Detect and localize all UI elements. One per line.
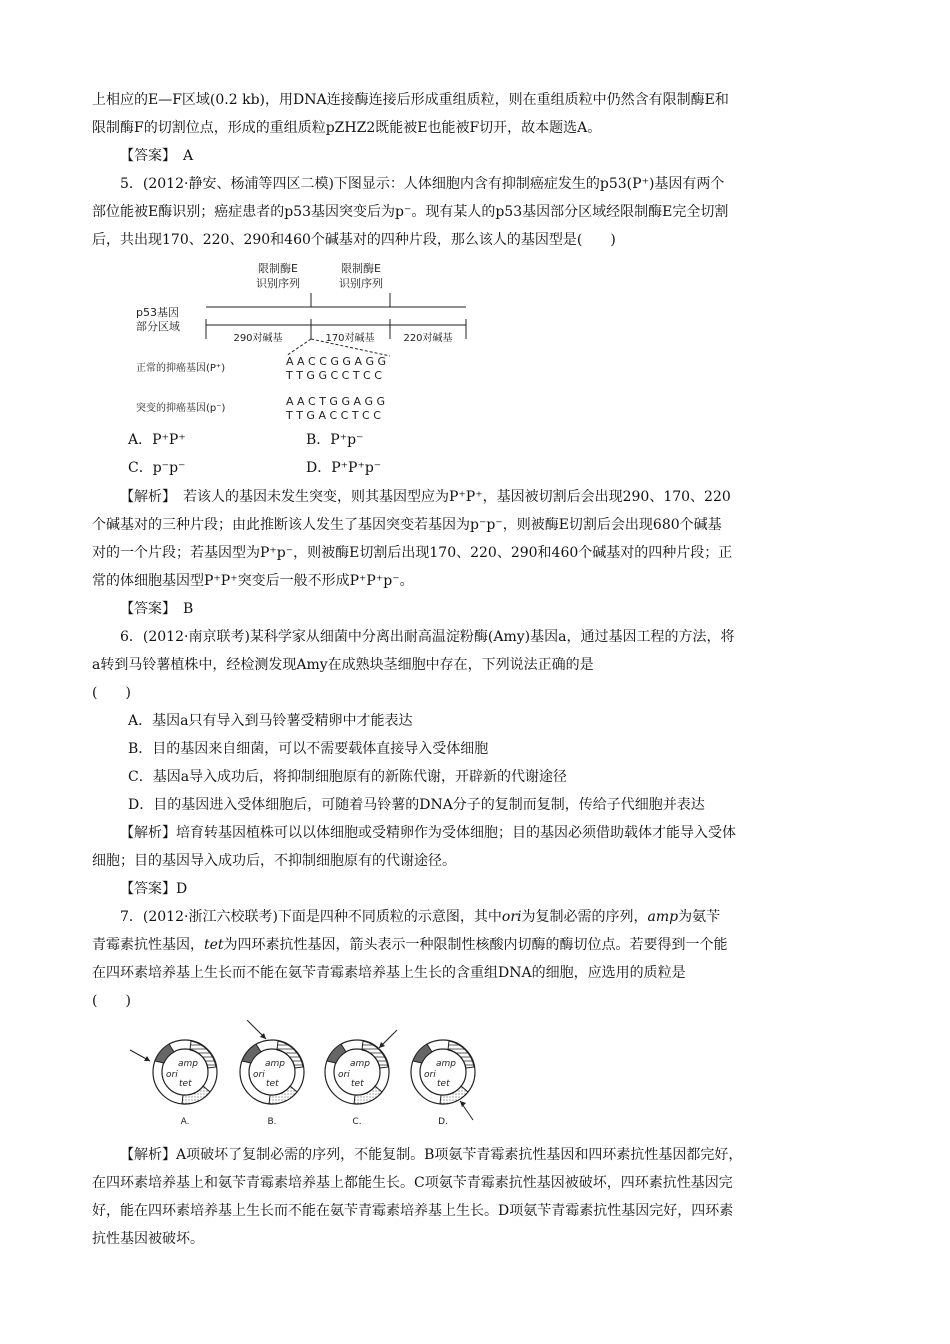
q7-text-part: 为四环素抗性基因，箭头表示一种限制性核酸内切酶的酶切位点。若要得到一个能 <box>223 937 728 953</box>
amp-label: amp <box>436 1059 456 1069</box>
enzyme-site-1-sub: 识别序列 <box>256 277 300 290</box>
amp-label: amp <box>265 1059 285 1069</box>
q7-explanation-2: 在四环素培养基上和氨苄青霉素培养基上都能生长。C项氨苄青霉素抗性基因被破坏，四环素抗性基因完 <box>92 1175 733 1191</box>
enzyme-site-2-label: 限制酶E <box>341 262 381 275</box>
q7-explanation-1: 【解析】A项破坏了复制必需的序列，不能复制。B项氨苄青霉素抗性基因和四环素抗性基因都完好， <box>120 1147 743 1163</box>
ori-label: ori <box>253 1070 265 1080</box>
ori-label: ori <box>338 1070 350 1080</box>
segment-290-label: 290对碱基 <box>233 333 283 344</box>
q7-stem-line-1 <box>120 907 720 927</box>
normal-seq-top: A A C C G G A G G <box>286 355 387 368</box>
segment-220-label: 220对碱基 <box>403 333 453 344</box>
ori-label: ori <box>166 1070 178 1080</box>
q6-stem-line-2: a转到马铃薯植株中，经检测发现Amy在成熟块茎细胞中存在，下列说法正确的是 <box>92 657 594 673</box>
q6-explanation-1: 【解析】培育转基因植株可以以体细胞或受精卵作为受体细胞；目的基因必须借助载体才能导入受体 <box>120 825 736 841</box>
amp-label: amp <box>178 1059 198 1069</box>
tet-label: tet <box>437 1079 450 1089</box>
q5-explanation-1: 【解析】 若该人的基因未发生突变，则其基因型应为P⁺P⁺，基因被切割后会出现290、170、220 <box>120 489 731 505</box>
segment-170-label: 170对碱基 <box>325 333 375 344</box>
q5-option-b: B．P⁺p⁻ <box>306 432 364 448</box>
plasmid-label: C. <box>352 1117 362 1127</box>
q5-explanation-3: 对的一个片段；若基因型为P⁺p⁻，则被酶E切割后出现170、220、290和460个碱基对的四种片段；正 <box>92 545 733 561</box>
region-label-1: p53基因 <box>136 306 179 319</box>
q6-option-a: A．基因a只有导入到马铃薯受精卵中才能表达 <box>128 713 413 729</box>
q6-stem-line-3: ( ) <box>92 685 131 701</box>
normal-gene-label: 正常的抑癌基因(P⁺) <box>136 363 226 374</box>
q5-option-d: D．P⁺P⁺p⁻ <box>306 460 382 476</box>
q5-stem-line-3: 后，共出现170、220、290和460个碱基对的四种片段，那么该人的基因型是( ) <box>92 232 616 248</box>
q7-text-part: 为氨苄 <box>678 909 721 925</box>
tet-label: tet <box>351 1079 364 1089</box>
enzyme-site-2-sub: 识别序列 <box>339 277 383 290</box>
normal-seq-bottom: T T G G C C T C C <box>286 369 382 382</box>
q5-option-c: C．p⁻p⁻ <box>128 460 186 476</box>
plasmid-figure <box>125 1020 495 1132</box>
q7-stem-line-3: 在四环素培养基上生长而不能在氨苄青霉素培养基上生长的含重组DNA的细胞，应选用的质粒是 <box>92 965 686 981</box>
plasmid-label: D. <box>438 1117 448 1127</box>
q7-stem-line-4: ( ) <box>92 993 131 1009</box>
q5-explanation-4: 常的体细胞基因型P⁺P⁺突变后一般不形成P⁺P⁺p⁻。 <box>92 573 414 589</box>
plasmid-label: A. <box>180 1117 190 1127</box>
plasmid-a <box>130 1040 217 1127</box>
intro-line-1: 上相应的E—F区域(0.2 kb)，用DNA连接酶连接后形成重组质粒，则在重组质粒中仍然含有限制酶E和 <box>92 92 729 108</box>
q7-explanation-3: 好，能在四环素培养基上生长而不能在氨苄青霉素培养基上生长。D项氨苄青霉素抗性基因完好，四环素 <box>92 1203 734 1219</box>
plasmid-c <box>325 1030 397 1127</box>
q7-amp-term: amp <box>647 909 679 925</box>
q7-text-part: 7．(2012·浙江六校联考)下面是四种不同质粒的示意图，其中 <box>120 909 502 925</box>
region-label-2: 部分区域 <box>136 320 180 333</box>
p53-gene-figure <box>128 258 478 426</box>
enzyme-site-1-label: 限制酶E <box>258 262 298 275</box>
q5-stem-line-2: 部位能被E酶识别；癌症患者的p53基因突变后为p⁻。现有某人的p53基因部分区域经限制酶E完全切割 <box>92 204 729 220</box>
amp-label: amp <box>350 1059 370 1069</box>
tet-label: tet <box>266 1079 279 1089</box>
q6-option-c: C．基因a导入成功后，将抑制细胞原有的新陈代谢，开辟新的代谢途径 <box>128 769 568 785</box>
q7-text-part: 为复制必需的序列， <box>521 909 648 925</box>
q6-option-d: D．目的基因进入受体细胞后，可随着马铃薯的DNA分子的复制而复制，传给子代细胞并表达 <box>128 797 705 813</box>
q5-option-a: A．P⁺P⁺ <box>128 432 186 448</box>
intro-answer: 【答案】 A <box>120 148 194 164</box>
plasmid-b <box>240 1020 304 1127</box>
ori-label: ori <box>424 1070 436 1080</box>
intro-line-2: 限制酶F的切割位点，形成的重组质粒pZHZ2既能被E也能被F切开，故本题选A。 <box>92 120 602 136</box>
q7-ori-term: ori <box>501 909 522 925</box>
q7-explanation-4: 抗性基因被破坏。 <box>92 1231 204 1247</box>
q7-text-part: 青霉素抗性基因， <box>92 937 204 953</box>
mutant-gene-label: 突变的抑癌基因(p⁻) <box>136 403 226 414</box>
q5-stem-line-1: 5．(2012·静安、杨浦等四区二模)下图显示：人体细胞内含有抑制癌症发生的p53(P⁺)基因有两个 <box>120 176 725 192</box>
plasmid-d <box>411 1040 475 1127</box>
q7-stem-line-2 <box>92 935 728 955</box>
q5-answer: 【答案】 B <box>120 601 194 617</box>
q5-explanation-2: 个碱基对的三种片段；由此推断该人发生了基因突变若基因为p⁻p⁻，则被酶E切割后会出现680个碱基 <box>92 517 722 533</box>
tet-label: tet <box>179 1079 192 1089</box>
mutant-seq-top: A A C T G G A G G <box>286 395 386 408</box>
plasmid-label: B. <box>267 1117 277 1127</box>
q6-option-b: B．目的基因来自细菌，可以不需要载体直接导入受体细胞 <box>128 741 489 757</box>
q6-answer: 【答案】D <box>120 881 188 897</box>
q7-tet-term: tet <box>204 937 224 953</box>
q6-explanation-2: 细胞；目的基因导入成功后，不抑制细胞原有的代谢途径。 <box>92 853 456 869</box>
q6-stem-line-1: 6．(2012·南京联考)某科学家从细菌中分离出耐高温淀粉酶(Amy)基因a，通过基因工程的方法，将 <box>120 629 735 645</box>
mutant-seq-bottom: T T G A C C T C C <box>286 409 381 422</box>
